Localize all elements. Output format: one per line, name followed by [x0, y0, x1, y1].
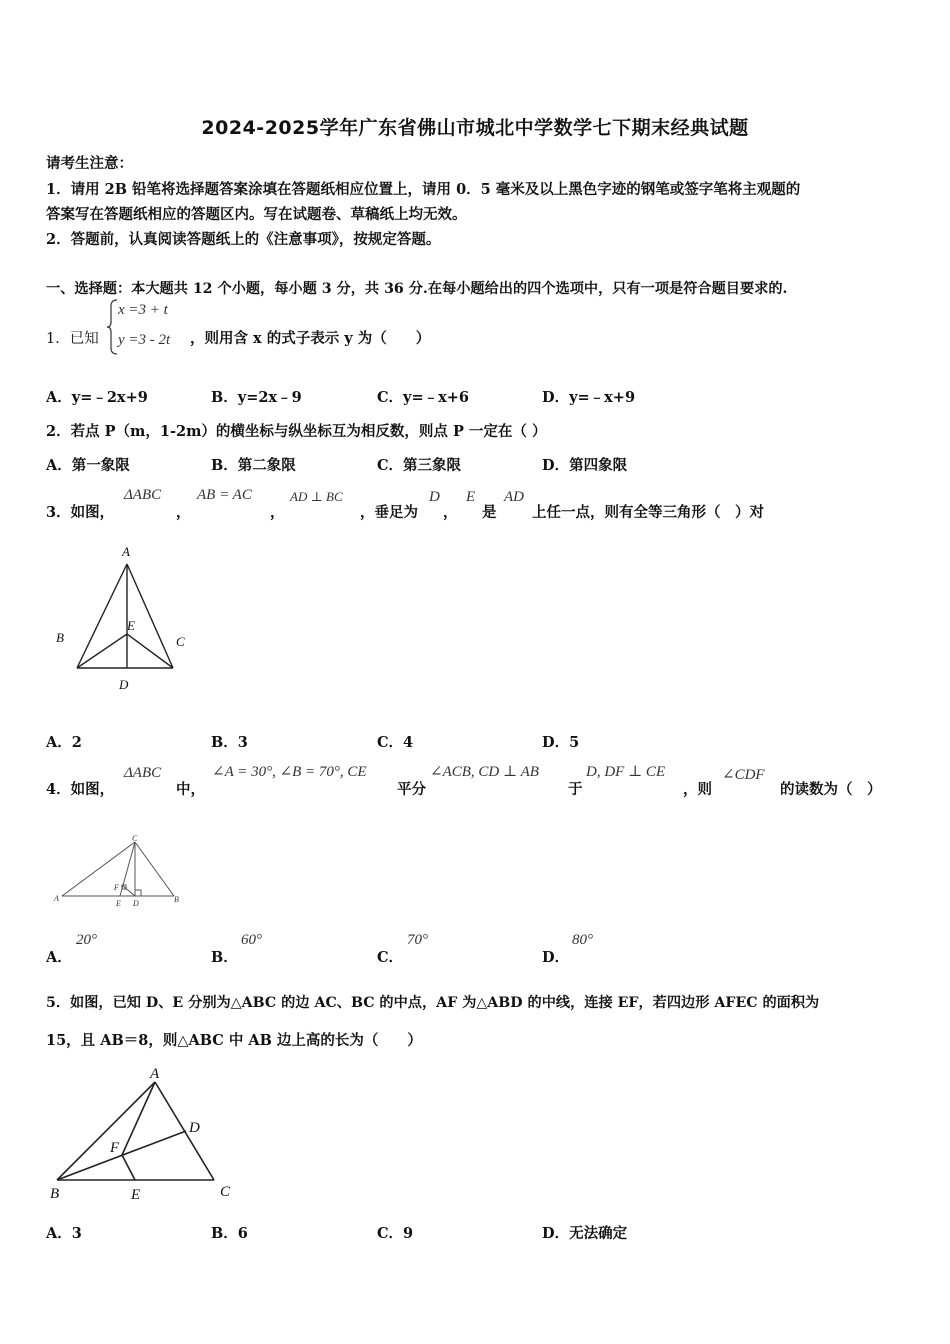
q2-text: 2．若点 P（m，1-2m）的横坐标与纵坐标互为相反数，则点 P 一定在（ ）	[46, 423, 547, 440]
q1-option-c[interactable]: C．y=﹣x+6	[377, 389, 470, 406]
q3-label-e: E	[127, 618, 135, 633]
q5-segment-ef	[122, 1155, 135, 1180]
q1-number: 1．已知	[46, 331, 99, 347]
q5-line-1: 5．如图，已知 D、E 分别为△ABC 的边 AC、BC 的中点，AF 为△ABD 的中线，连接 EF，若四边形 AFEC 的面积为	[46, 995, 820, 1011]
q3-math-1: ΔABC	[124, 487, 162, 503]
q3-triangle-figure	[50, 540, 200, 695]
q3-label-a: A	[122, 544, 130, 559]
q3-sep-6: 上任一点，则有全等三角形（ ）对	[532, 504, 764, 521]
q1-brace	[105, 298, 119, 356]
q4-math-3: ∠ACB, CD ⊥ AB	[430, 764, 539, 780]
q4-option-d-value: 80°	[572, 932, 593, 948]
q5-triangle-figure	[42, 1060, 242, 1210]
q2-option-c[interactable]: C．第三象限	[377, 457, 462, 474]
q4-option-d[interactable]: D．	[542, 949, 570, 966]
q4-math-1: ΔABC	[124, 765, 162, 781]
q4-sep-2: 平分	[397, 781, 426, 798]
q4-label-e: E	[116, 899, 121, 908]
q5-label-a: A	[150, 1066, 160, 1082]
q5-label-d: D	[189, 1120, 200, 1136]
q1-equation-1: x =3 + t	[118, 302, 168, 318]
q3-label-d: D	[119, 677, 129, 692]
section-heading: 一、选择题：本大题共 12 个小题，每小题 3 分，共 36 分.在每小题给出的四个选项中，只有一项是符合题目要求的.	[46, 281, 788, 297]
q3-number: 3．如图，	[46, 504, 115, 521]
q3-math-4: D	[429, 489, 440, 505]
q3-sep-5: 是	[482, 504, 497, 521]
q4-option-b-value: 60°	[241, 932, 262, 948]
q4-number: 4．如图，	[46, 781, 115, 798]
notice-heading: 请考生注意：	[46, 155, 133, 172]
q1-option-a[interactable]: A．y=﹣2x+9	[46, 389, 148, 406]
q3-option-c[interactable]: C．4	[377, 734, 414, 751]
q5-option-d[interactable]: D．无法确定	[542, 1225, 628, 1242]
q5-option-c[interactable]: C．9	[377, 1225, 414, 1242]
q4-option-c[interactable]: C．	[377, 949, 404, 966]
q3-sep-2: ，	[270, 504, 285, 521]
q4-option-a[interactable]: A．	[46, 949, 72, 966]
q4-math-5: ∠CDF	[722, 767, 765, 783]
q4-option-c-value: 70°	[407, 932, 428, 948]
q1-equation-2: y =3 - 2t	[118, 332, 171, 348]
q4-triangle-figure	[52, 833, 192, 913]
q3-option-b[interactable]: B．3	[211, 734, 248, 751]
q2-option-b[interactable]: B．第二象限	[211, 457, 296, 474]
q2-option-a[interactable]: A．第一象限	[46, 457, 130, 474]
q5-label-c: C	[220, 1184, 231, 1200]
q3-label-c: C	[176, 634, 185, 649]
q4-label-c: C	[132, 834, 138, 843]
q4-right-angle-d	[135, 890, 141, 896]
q4-sep-4: ，则	[683, 781, 712, 798]
q3-math-3: AD ⊥ BC	[290, 489, 343, 504]
page-title: 2024-2025学年广东省佛山市城北中学数学七下期末经典试题	[201, 117, 749, 139]
q3-label-b: B	[56, 630, 64, 645]
q3-sep-1: ，	[176, 504, 191, 521]
notice-line-1a: 1．请用 2B 铅笔将选择题答案涂填在答题纸相应位置上，请用 0．5 毫米及以上黑色字迹的钢笔或签字笔将主观题的	[46, 181, 801, 198]
q3-sep-4: ，	[443, 504, 458, 521]
q5-option-b[interactable]: B．6	[211, 1225, 248, 1242]
q3-math-2: AB = AC	[197, 487, 252, 503]
q4-side-bc	[135, 842, 174, 896]
q5-label-b: B	[50, 1186, 60, 1202]
q4-sep-3: 于	[568, 781, 583, 798]
q5-line-2: 15，且 AB＝8，则△ABC 中 AB 边上高的长为（ ）	[46, 1032, 422, 1049]
q1-option-d[interactable]: D．y=﹣x+9	[542, 389, 636, 406]
q5-label-f: F	[110, 1140, 120, 1156]
notice-line-1b: 答案写在答题纸相应的答题区内。写在试题卷、草稿纸上均无效。	[46, 206, 467, 223]
notice-line-2: 2．答题前，认真阅读答题纸上的《注意事项》，按规定答题。	[46, 231, 441, 248]
q3-math-5: E	[466, 489, 476, 505]
q5-label-e: E	[131, 1187, 141, 1203]
q4-segment-df	[123, 886, 135, 896]
q5-side-ab	[57, 1082, 155, 1180]
q2-option-d[interactable]: D．第四象限	[542, 457, 628, 474]
q4-math-4: D, DF ⊥ CE	[586, 764, 666, 780]
q5-option-a[interactable]: A．3	[46, 1225, 82, 1242]
q3-sep-3: ，垂足为	[360, 504, 418, 521]
q3-math-6: AD	[504, 489, 524, 505]
q4-sep-5: 的读数为（ ）	[780, 781, 882, 798]
q4-sep-1: 中，	[176, 781, 205, 798]
q4-label-d: D	[133, 899, 139, 908]
q4-label-b: B	[174, 895, 179, 904]
q3-option-a[interactable]: A．2	[46, 734, 82, 751]
q1-text: ，则用含 x 的式子表示 y 为（ ）	[190, 330, 431, 347]
q3-side-ac	[127, 564, 173, 668]
q4-side-ac	[62, 842, 135, 896]
q3-option-d[interactable]: D．5	[542, 734, 580, 751]
q3-side-ab	[77, 564, 127, 668]
q4-option-b[interactable]: B．	[211, 949, 238, 966]
q4-label-f: F	[114, 883, 119, 892]
q1-option-b[interactable]: B．y=2x﹣9	[211, 389, 302, 406]
q4-option-a-value: 20°	[76, 932, 97, 948]
q4-math-2: ∠A = 30°, ∠B = 70°, CE	[212, 764, 367, 780]
q4-label-a: A	[54, 894, 59, 903]
